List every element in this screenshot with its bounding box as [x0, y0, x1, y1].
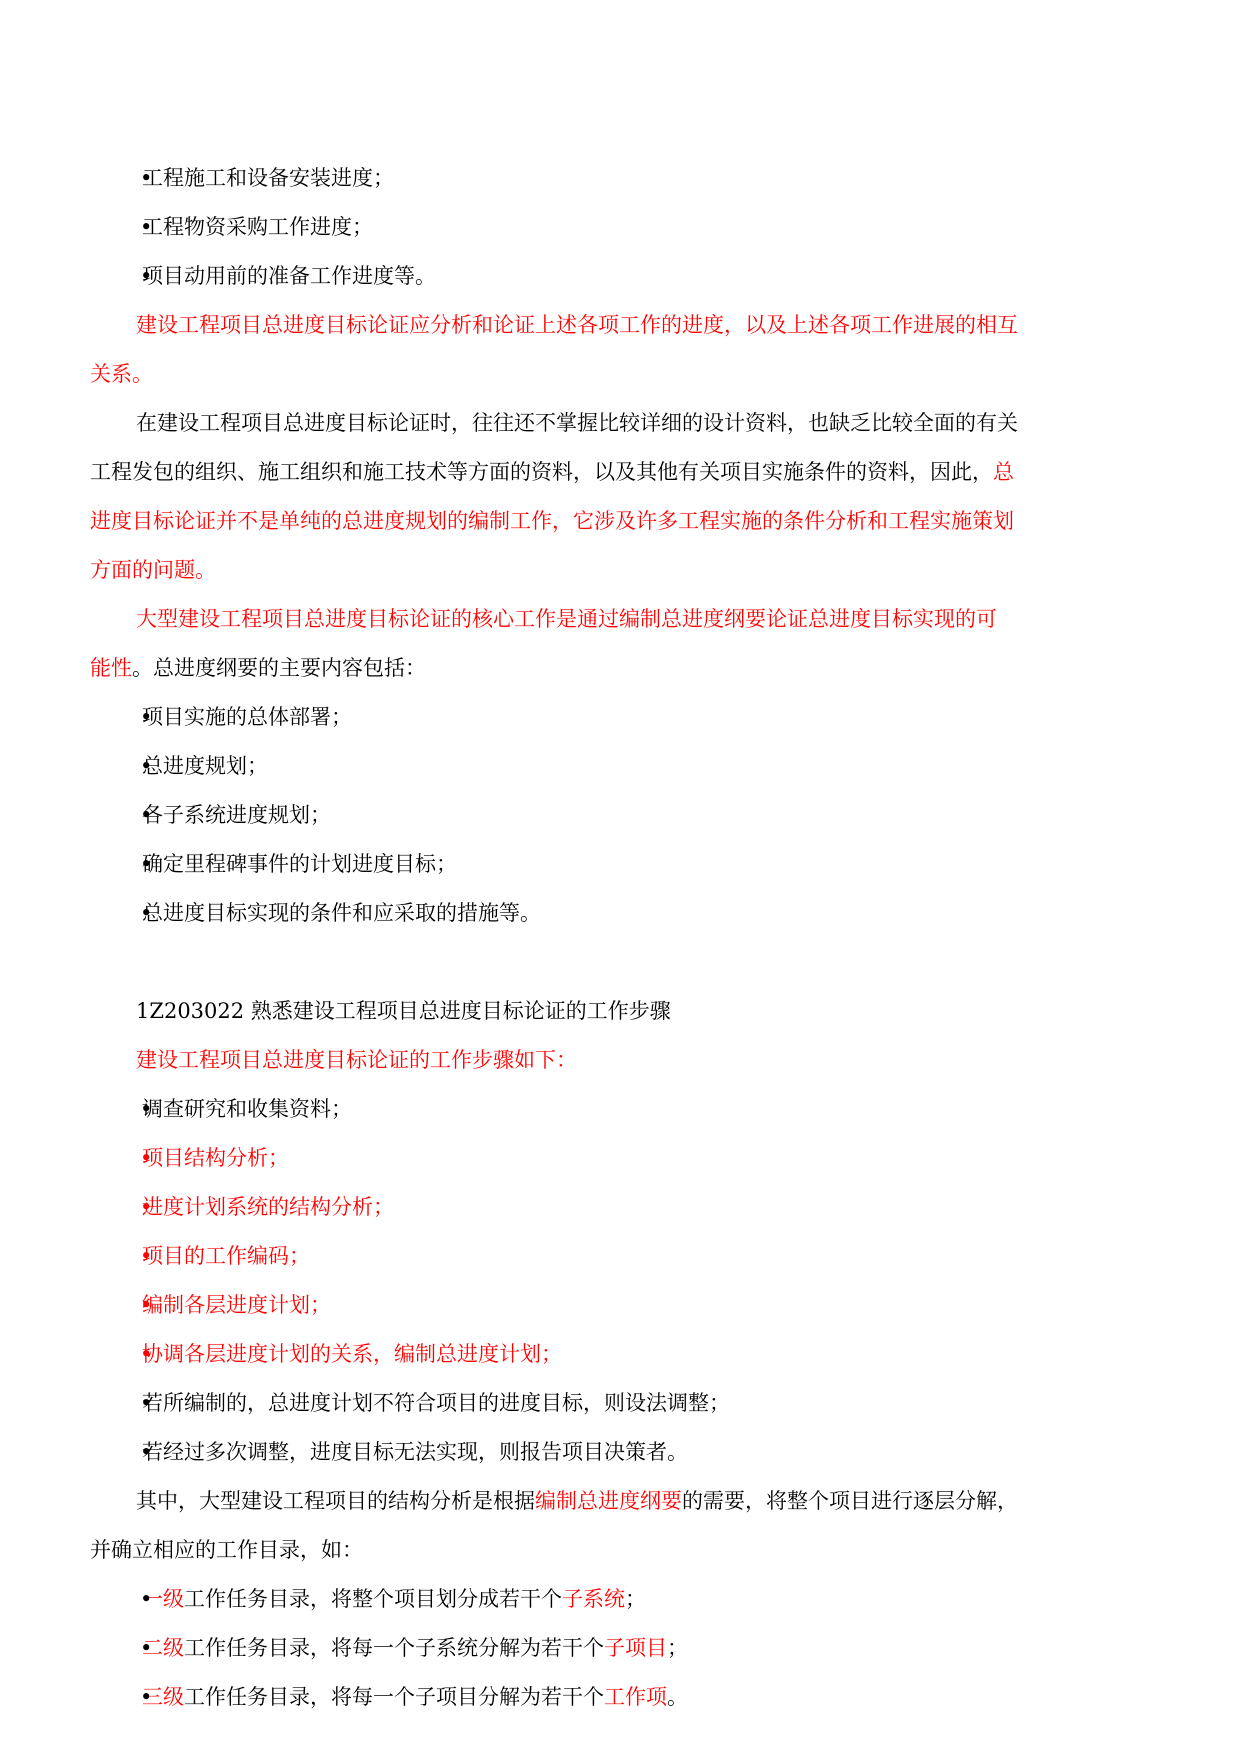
list-item [90, 252, 1100, 301]
highlight-text: 子项目 [604, 1636, 667, 1660]
list-item [90, 889, 1100, 938]
text-run: 的需要，将整个项目进行逐层分解， [682, 1489, 1018, 1513]
document-page [90, 154, 1100, 1722]
list-item-text: 工程物资采购工作进度； [142, 215, 373, 239]
paragraph-line: 在建设工程项目总进度目标论证时，往往还不掌握比较详细的设计资料，也缺乏比较全面的有关 [136, 411, 1018, 435]
step-item [90, 1428, 1100, 1477]
step-text: 进度计划系统的结构分析； [142, 1195, 394, 1219]
highlight-text: 编制总进度纲要 [535, 1489, 682, 1513]
step-item [90, 1330, 1100, 1379]
list-item [90, 1624, 1100, 1673]
paragraph-line: 进度目标论证并不是单纯的总进度规划的编制工作，它涉及许多工程实施的条件分析和工程实施策划 [90, 509, 1014, 533]
steps-list [90, 1085, 1100, 1477]
step-item [90, 1085, 1100, 1134]
list-item [90, 1673, 1100, 1722]
paragraph-line [90, 644, 1100, 693]
highlight-text: 子系统 [562, 1587, 625, 1611]
highlight-text: 工作项 [604, 1685, 667, 1709]
paragraph-line: 方面的问题。 [90, 558, 216, 582]
list-item-text: 总进度规划； [142, 754, 268, 778]
list-item-text: 工程施工和设备安装进度； [142, 166, 394, 190]
text-run: 工作任务目录，将每一个子项目分解为若干个 [184, 1685, 604, 1709]
list-item [90, 1575, 1100, 1624]
highlight-text: 能性 [90, 656, 132, 680]
text-run: 工作任务目录，将每一个子系统分解为若干个 [184, 1636, 604, 1660]
text-run: 。总进度纲要的主要内容包括： [132, 656, 426, 680]
list-item-text: 项目动用前的准备工作进度等。 [142, 264, 436, 288]
list-item [90, 154, 1100, 203]
step-text: 项目结构分析； [142, 1146, 289, 1170]
highlight-text: 总 [993, 460, 1014, 484]
step-text: 调查研究和收集资料； [142, 1097, 352, 1121]
paragraph-line [90, 1477, 1100, 1526]
list-item [90, 203, 1100, 252]
text-run: 工程发包的组织、施工组织和施工技术等方面的资料，以及其他有关项目实施条件的资料，因此， [90, 460, 993, 484]
list-item-text: 项目实施的总体部署； [142, 705, 352, 729]
text-run: 工作任务目录，将整个项目划分成若干个 [184, 1587, 562, 1611]
step-text: 若经过多次调整，进度目标无法实现，则报告项目决策者。 [142, 1440, 688, 1464]
list-item-text: 总进度目标实现的条件和应采取的措施等。 [142, 901, 541, 925]
list-item-text: 确定里程碑事件的计划进度目标； [142, 852, 457, 876]
step-item [90, 1134, 1100, 1183]
highlight-text: 一级 [142, 1587, 184, 1611]
step-item [90, 1379, 1100, 1428]
paragraph-line: 关系。 [90, 362, 153, 386]
text-run: 。 [667, 1685, 688, 1709]
paragraph-line [90, 448, 1100, 497]
step-text: 若所编制的，总进度计划不符合项目的进度目标，则设法调整； [142, 1391, 730, 1415]
text-run: ； [667, 1636, 688, 1660]
step-item [90, 1183, 1100, 1232]
step-text: 项目的工作编码； [142, 1244, 310, 1268]
paragraph-line: 大型建设工程项目总进度目标论证的核心工作是通过编制总进度纲要论证总进度目标实现的可 [136, 607, 997, 631]
step-text: 协调各层进度计划的关系，编制总进度计划； [142, 1342, 562, 1366]
highlight-text: 三级 [142, 1685, 184, 1709]
step-item [90, 1281, 1100, 1330]
spacer [90, 938, 1100, 987]
paragraph-line: 并确立相应的工作目录，如： [90, 1538, 363, 1562]
text-run: 其中，大型建设工程项目的结构分析是根据 [136, 1489, 535, 1513]
section-intro: 建设工程项目总进度目标论证的工作步骤如下： [136, 1048, 577, 1072]
list-item [90, 840, 1100, 889]
step-item [90, 1232, 1100, 1281]
text-run: ； [625, 1587, 646, 1611]
section-heading: 1Z203022 熟悉建设工程项目总进度目标论证的工作步骤 [136, 999, 671, 1023]
list-item-text: 各子系统进度规划； [142, 803, 331, 827]
list-item [90, 791, 1100, 840]
highlight-text: 二级 [142, 1636, 184, 1660]
step-text: 编制各层进度计划； [142, 1293, 331, 1317]
list-item [90, 693, 1100, 742]
list-item [90, 742, 1100, 791]
paragraph-line: 建设工程项目总进度目标论证应分析和论证上述各项工作的进度，以及上述各项工作进展的相互 [136, 313, 1018, 337]
